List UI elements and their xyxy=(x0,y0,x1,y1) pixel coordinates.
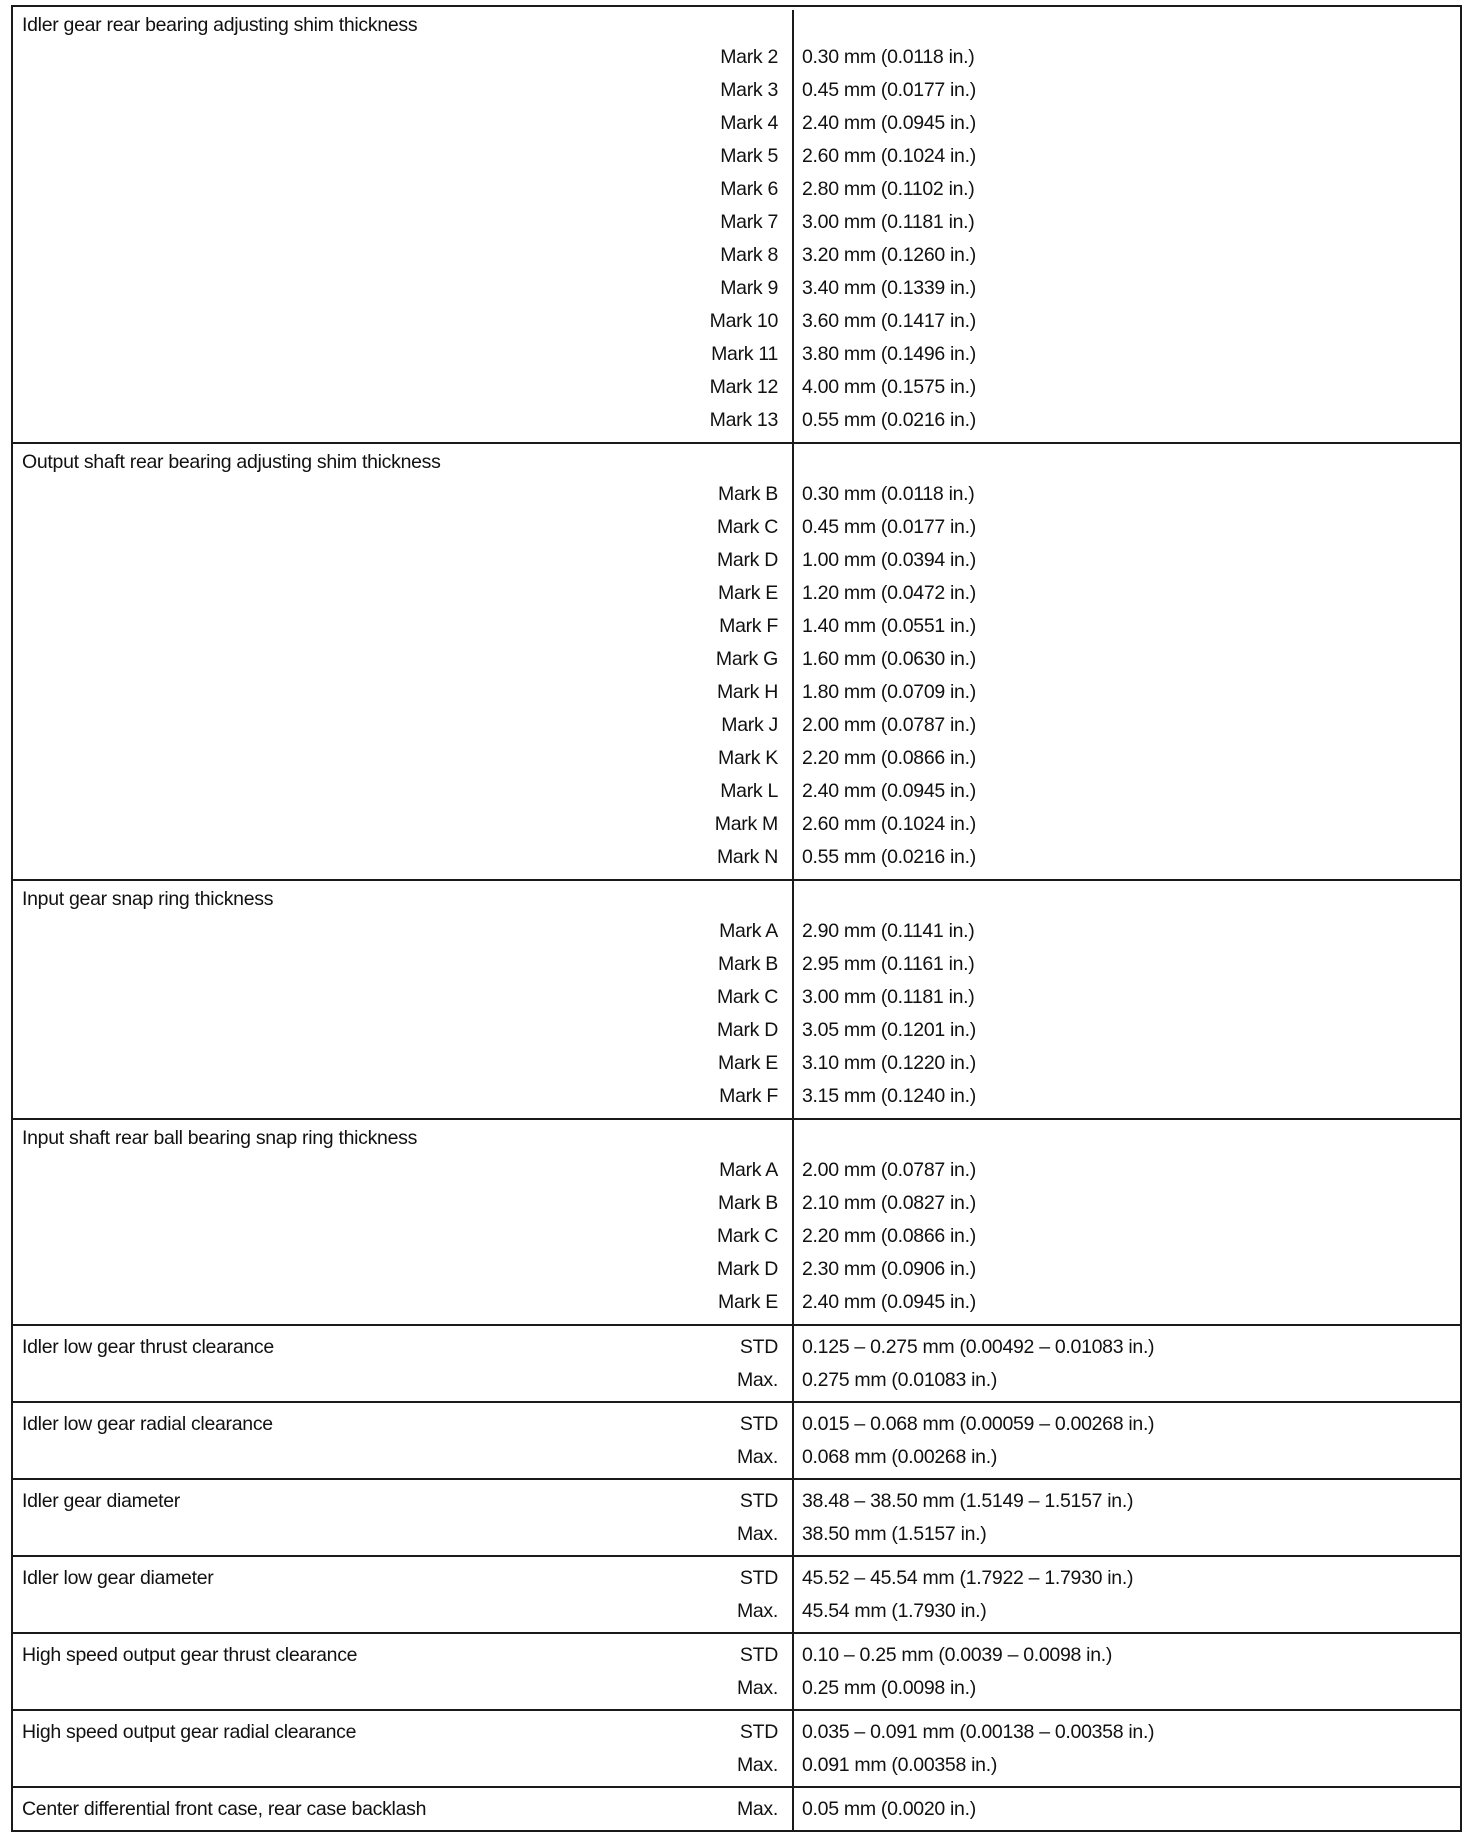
row-label: Mark C xyxy=(716,516,778,538)
spec-table xyxy=(11,5,1462,1832)
row-value: 45.54 mm (1.7930 in.) xyxy=(802,1600,987,1622)
row-value: 2.80 mm (0.1102 in.) xyxy=(802,178,975,200)
table-row xyxy=(13,948,1460,981)
row-label: Max. xyxy=(736,1369,778,1391)
row-label: Mark M xyxy=(714,813,778,835)
spec-section xyxy=(13,1555,1460,1632)
spec-section xyxy=(13,1786,1460,1830)
table-row xyxy=(13,1080,1460,1113)
spec-title: Center differential front case, rear case backlash xyxy=(22,1798,427,1820)
table-row xyxy=(13,1047,1460,1080)
table-row xyxy=(13,305,1460,338)
row-label: STD xyxy=(739,1490,778,1512)
table-row xyxy=(13,742,1460,775)
row-value: 3.00 mm (0.1181 in.) xyxy=(802,986,975,1008)
row-value: 2.40 mm (0.0945 in.) xyxy=(802,780,976,802)
table-row xyxy=(13,1716,1460,1749)
row-value: 0.015 – 0.068 mm (0.00059 – 0.00268 in.) xyxy=(802,1413,1155,1435)
row-label: Mark 4 xyxy=(720,112,778,134)
row-value: 3.60 mm (0.1417 in.) xyxy=(802,310,976,332)
row-value: 3.40 mm (0.1339 in.) xyxy=(802,277,976,299)
row-value: 3.05 mm (0.1201 in.) xyxy=(802,1019,976,1041)
spec-section xyxy=(13,1632,1460,1709)
row-label: Mark C xyxy=(716,986,778,1008)
row-label: Mark 9 xyxy=(720,277,778,299)
row-label: Mark 10 xyxy=(709,310,778,332)
table-row xyxy=(13,1441,1460,1474)
table-row xyxy=(13,1331,1460,1364)
row-value: 4.00 mm (0.1575 in.) xyxy=(802,376,976,398)
row-value: 2.30 mm (0.0906 in.) xyxy=(802,1258,976,1280)
section-title-row xyxy=(13,447,1460,478)
row-value: 0.091 mm (0.00358 in.) xyxy=(802,1754,998,1776)
row-value: 2.10 mm (0.0827 in.) xyxy=(802,1192,976,1214)
table-row xyxy=(13,107,1460,140)
table-row xyxy=(13,1014,1460,1047)
section-title-row xyxy=(13,884,1460,915)
table-row xyxy=(13,1253,1460,1286)
row-value: 2.40 mm (0.0945 in.) xyxy=(802,112,976,134)
section-title: Idler gear rear bearing adjusting shim thickness xyxy=(22,14,418,36)
row-label: STD xyxy=(739,1413,778,1435)
row-value: 2.20 mm (0.0866 in.) xyxy=(802,1225,976,1247)
row-label: Mark 7 xyxy=(720,211,778,233)
table-row xyxy=(13,841,1460,874)
spec-section xyxy=(13,1401,1460,1478)
spec-section xyxy=(13,1709,1460,1786)
row-value: 0.25 mm (0.0098 in.) xyxy=(802,1677,976,1699)
row-label: Mark 8 xyxy=(720,244,778,266)
row-value: 3.10 mm (0.1220 in.) xyxy=(802,1052,976,1074)
row-label: Mark 12 xyxy=(709,376,778,398)
spec-section xyxy=(13,1324,1460,1401)
table-row xyxy=(13,808,1460,841)
table-row xyxy=(13,1286,1460,1319)
row-label: Mark 11 xyxy=(711,343,778,365)
row-value: 3.80 mm (0.1496 in.) xyxy=(802,343,976,365)
row-label: Mark 5 xyxy=(720,145,778,167)
row-label: Max. xyxy=(736,1677,778,1699)
row-label: Mark D xyxy=(716,1019,778,1041)
row-value: 2.20 mm (0.0866 in.) xyxy=(802,747,976,769)
table-row xyxy=(13,709,1460,742)
table-row xyxy=(13,915,1460,948)
table-row xyxy=(13,74,1460,107)
row-value: 1.60 mm (0.0630 in.) xyxy=(802,648,976,670)
row-value: 2.90 mm (0.1141 in.) xyxy=(802,920,975,942)
table-row xyxy=(13,511,1460,544)
row-value: 38.48 – 38.50 mm (1.5149 – 1.5157 in.) xyxy=(802,1490,1134,1512)
row-value: 1.40 mm (0.0551 in.) xyxy=(802,615,976,637)
table-row xyxy=(13,478,1460,511)
row-value: 3.20 mm (0.1260 in.) xyxy=(802,244,976,266)
table-row xyxy=(13,1154,1460,1187)
table-row xyxy=(13,1408,1460,1441)
table-row xyxy=(13,643,1460,676)
row-value: 0.275 mm (0.01083 in.) xyxy=(802,1369,998,1391)
table-row xyxy=(13,239,1460,272)
row-label: Mark L xyxy=(720,780,778,802)
row-label: Mark E xyxy=(718,582,778,604)
table-row xyxy=(13,1562,1460,1595)
table-row xyxy=(13,371,1460,404)
row-label: Mark 6 xyxy=(720,178,778,200)
table-row xyxy=(13,1639,1460,1672)
table-row xyxy=(13,272,1460,305)
spec-title: Idler low gear diameter xyxy=(22,1567,214,1589)
table-row xyxy=(13,404,1460,437)
row-label: Max. xyxy=(736,1523,778,1545)
row-value: 0.55 mm (0.0216 in.) xyxy=(802,409,976,431)
row-label: Mark A xyxy=(719,1159,778,1181)
table-section xyxy=(13,1118,1460,1324)
row-value: 0.45 mm (0.0177 in.) xyxy=(802,516,976,538)
row-value: 3.00 mm (0.1181 in.) xyxy=(802,211,975,233)
row-value: 2.00 mm (0.0787 in.) xyxy=(802,714,976,736)
row-value: 1.80 mm (0.0709 in.) xyxy=(802,681,976,703)
row-label: Mark F xyxy=(719,1085,778,1107)
section-title: Input shaft rear ball bearing snap ring thickness xyxy=(22,1127,418,1149)
table-row xyxy=(13,1793,1460,1826)
row-value: 0.10 – 0.25 mm (0.0039 – 0.0098 in.) xyxy=(802,1644,1113,1666)
row-value: 2.95 mm (0.1161 in.) xyxy=(802,953,975,975)
table-row xyxy=(13,1749,1460,1782)
table-row xyxy=(13,1672,1460,1705)
table-row xyxy=(13,981,1460,1014)
row-value: 2.00 mm (0.0787 in.) xyxy=(802,1159,976,1181)
row-label: Max. xyxy=(736,1600,778,1622)
table-section xyxy=(13,442,1460,879)
row-value: 45.52 – 45.54 mm (1.7922 – 1.7930 in.) xyxy=(802,1567,1134,1589)
row-label: Mark J xyxy=(721,714,778,736)
row-label: STD xyxy=(739,1721,778,1743)
row-label: STD xyxy=(739,1567,778,1589)
table-row xyxy=(13,1364,1460,1397)
row-label: Mark 2 xyxy=(720,46,778,68)
table-row xyxy=(13,338,1460,371)
row-label: STD xyxy=(739,1644,778,1666)
table-row xyxy=(13,173,1460,206)
table-row xyxy=(13,544,1460,577)
table-section xyxy=(13,10,1460,442)
section-title-row xyxy=(13,1123,1460,1154)
row-label: Mark A xyxy=(719,920,778,942)
row-value: 1.20 mm (0.0472 in.) xyxy=(802,582,976,604)
spec-title: High speed output gear radial clearance xyxy=(22,1721,357,1743)
row-value: 38.50 mm (1.5157 in.) xyxy=(802,1523,987,1545)
spec-title: High speed output gear thrust clearance xyxy=(22,1644,358,1666)
section-title: Input gear snap ring thickness xyxy=(22,888,274,910)
row-label: STD xyxy=(739,1336,778,1358)
table-section xyxy=(13,879,1460,1118)
spec-title: Idler gear diameter xyxy=(22,1490,180,1512)
table-row xyxy=(13,140,1460,173)
section-title: Output shaft rear bearing adjusting shim thickness xyxy=(22,451,441,473)
row-value: 0.05 mm (0.0020 in.) xyxy=(802,1798,976,1820)
row-value: 2.40 mm (0.0945 in.) xyxy=(802,1291,976,1313)
row-value: 0.45 mm (0.0177 in.) xyxy=(802,79,976,101)
row-value: 0.55 mm (0.0216 in.) xyxy=(802,846,976,868)
row-label: Mark B xyxy=(718,953,778,975)
row-value: 2.60 mm (0.1024 in.) xyxy=(802,813,976,835)
row-label: Max. xyxy=(736,1798,778,1820)
table-row xyxy=(13,775,1460,808)
row-label: Mark F xyxy=(719,615,778,637)
row-label: Mark E xyxy=(718,1052,778,1074)
section-title-row xyxy=(13,10,1460,41)
row-label: Mark H xyxy=(716,681,778,703)
table-row xyxy=(13,1220,1460,1253)
spec-section xyxy=(13,1478,1460,1555)
spec-title: Idler low gear radial clearance xyxy=(22,1413,273,1435)
table-row xyxy=(13,1187,1460,1220)
row-label: Max. xyxy=(736,1754,778,1776)
table-row xyxy=(13,676,1460,709)
row-label: Mark K xyxy=(718,747,778,769)
table-row xyxy=(13,41,1460,74)
row-label: Mark N xyxy=(716,846,778,868)
table-row xyxy=(13,206,1460,239)
row-value: 0.30 mm (0.0118 in.) xyxy=(802,483,975,505)
table-row xyxy=(13,1485,1460,1518)
row-label: Mark D xyxy=(716,1258,778,1280)
row-value: 0.125 – 0.275 mm (0.00492 – 0.01083 in.) xyxy=(802,1336,1155,1358)
row-label: Mark B xyxy=(718,483,778,505)
row-label: Max. xyxy=(736,1446,778,1468)
row-value: 0.068 mm (0.00268 in.) xyxy=(802,1446,998,1468)
row-label: Mark 13 xyxy=(709,409,778,431)
row-value: 3.15 mm (0.1240 in.) xyxy=(802,1085,976,1107)
table-row xyxy=(13,1595,1460,1628)
row-label: Mark 3 xyxy=(720,79,778,101)
table-row xyxy=(13,1518,1460,1551)
row-label: Mark C xyxy=(716,1225,778,1247)
row-value: 0.035 – 0.091 mm (0.00138 – 0.00358 in.) xyxy=(802,1721,1155,1743)
spec-title: Idler low gear thrust clearance xyxy=(22,1336,274,1358)
row-value: 0.30 mm (0.0118 in.) xyxy=(802,46,975,68)
row-value: 2.60 mm (0.1024 in.) xyxy=(802,145,976,167)
row-label: Mark G xyxy=(715,648,778,670)
row-value: 1.00 mm (0.0394 in.) xyxy=(802,549,976,571)
table-row xyxy=(13,577,1460,610)
table-row xyxy=(13,610,1460,643)
row-label: Mark E xyxy=(718,1291,778,1313)
row-label: Mark D xyxy=(716,549,778,571)
row-label: Mark B xyxy=(718,1192,778,1214)
